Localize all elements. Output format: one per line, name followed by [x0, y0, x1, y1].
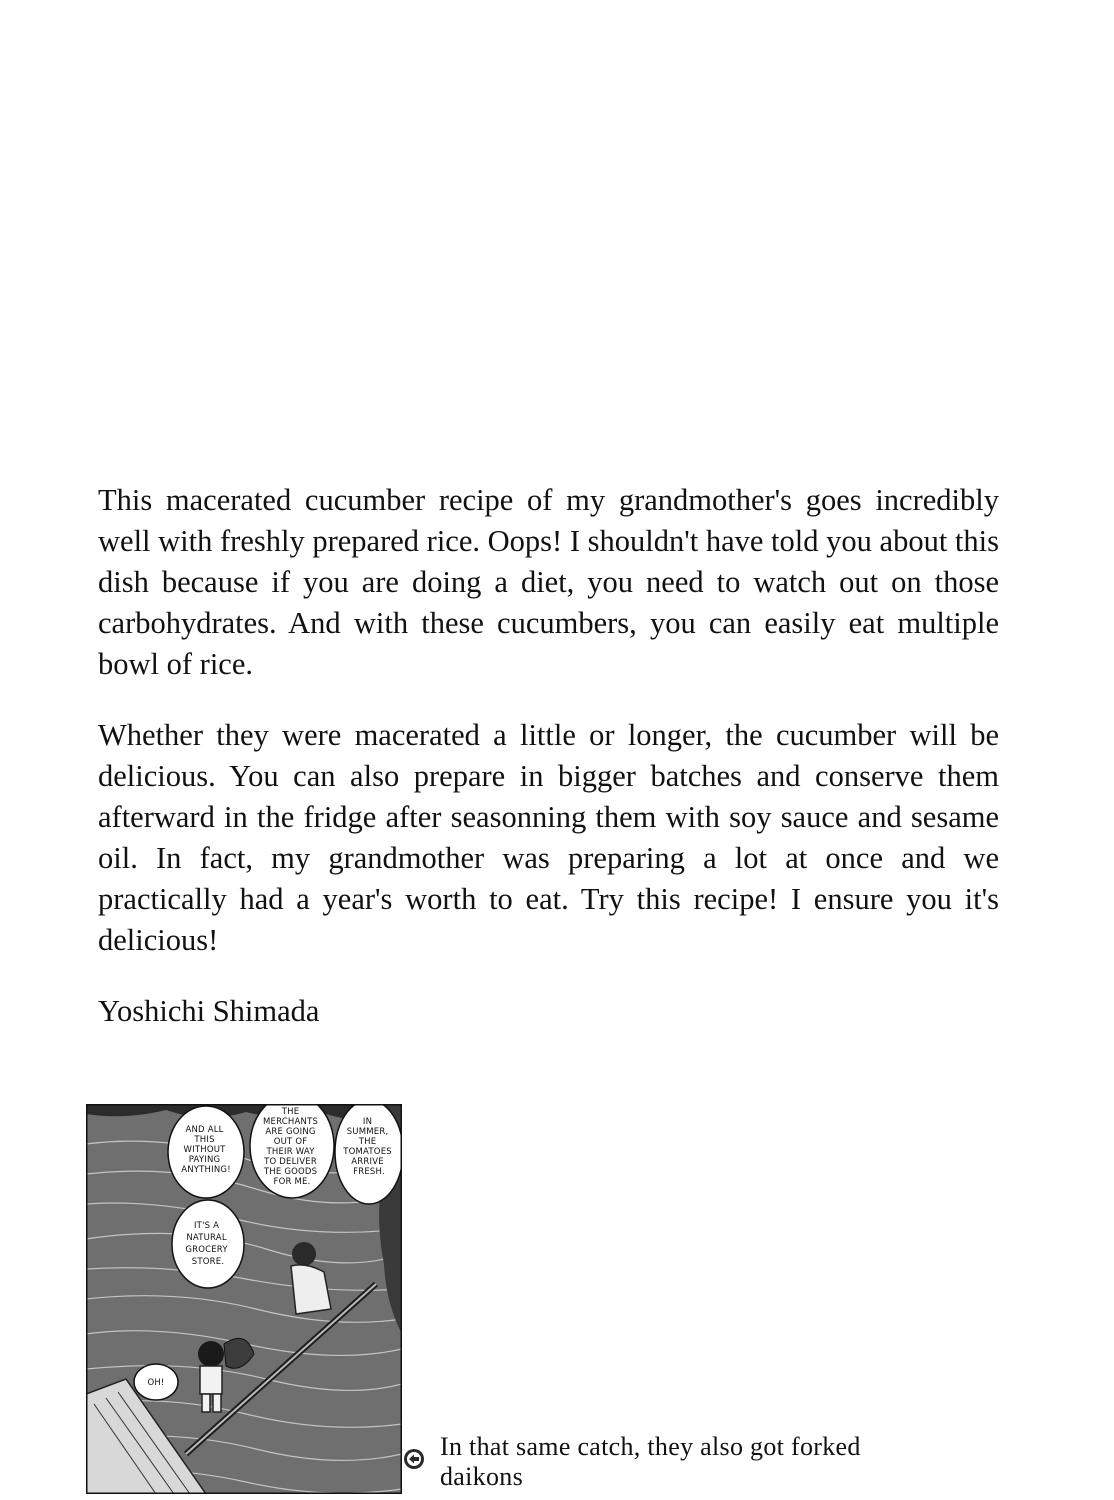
- left-arrow-circle-icon: [403, 1448, 425, 1470]
- bubble-3-text: IN SUMMER, THE TOMATOES ARRIVE FRESH.: [343, 1117, 392, 1177]
- article-body: [98, 480, 999, 1062]
- author-signature: Yoshichi Shimada: [98, 994, 320, 1028]
- paragraph-2: Whether they were macerated a little or longer, the cucumber will be delicious. You can also prepare in bigger batches and conserve them afterward in the fridge after seasonning them with soy sauce and sesame oil. In fact, my grandmother was preparing a lot at once and we practically had a year's worth to eat. Try this recipe! I ensure you it's delicious!: [98, 718, 999, 957]
- manga-illustration: [86, 1104, 402, 1494]
- bubble-5-text: OH!: [147, 1378, 165, 1388]
- paragraph-1: This macerated cucumber recipe of my grandmother's goes incredibly well with freshly prepared rice. Oops! I shouldn't have told you about this dish because if you are doing a diet, you need to watch out on those carbohydrates. And with these cucumbers, you can easily eat multiple bowl of rice.: [98, 483, 999, 681]
- bubble-2-text: THE MERCHANTS ARE GOING OUT OF THEIR WAY TO DELIVER THE GOODS FOR ME.: [263, 1107, 319, 1187]
- bubble-4-text: IT'S A NATURAL GROCERY STORE.: [185, 1221, 228, 1267]
- panel-caption: In that same catch, they also got forked daikons: [440, 1432, 861, 1491]
- manga-panel: [86, 1104, 402, 1494]
- bubble-1-text: AND ALL THIS WITHOUT PAYING ANYTHING!: [181, 1125, 231, 1175]
